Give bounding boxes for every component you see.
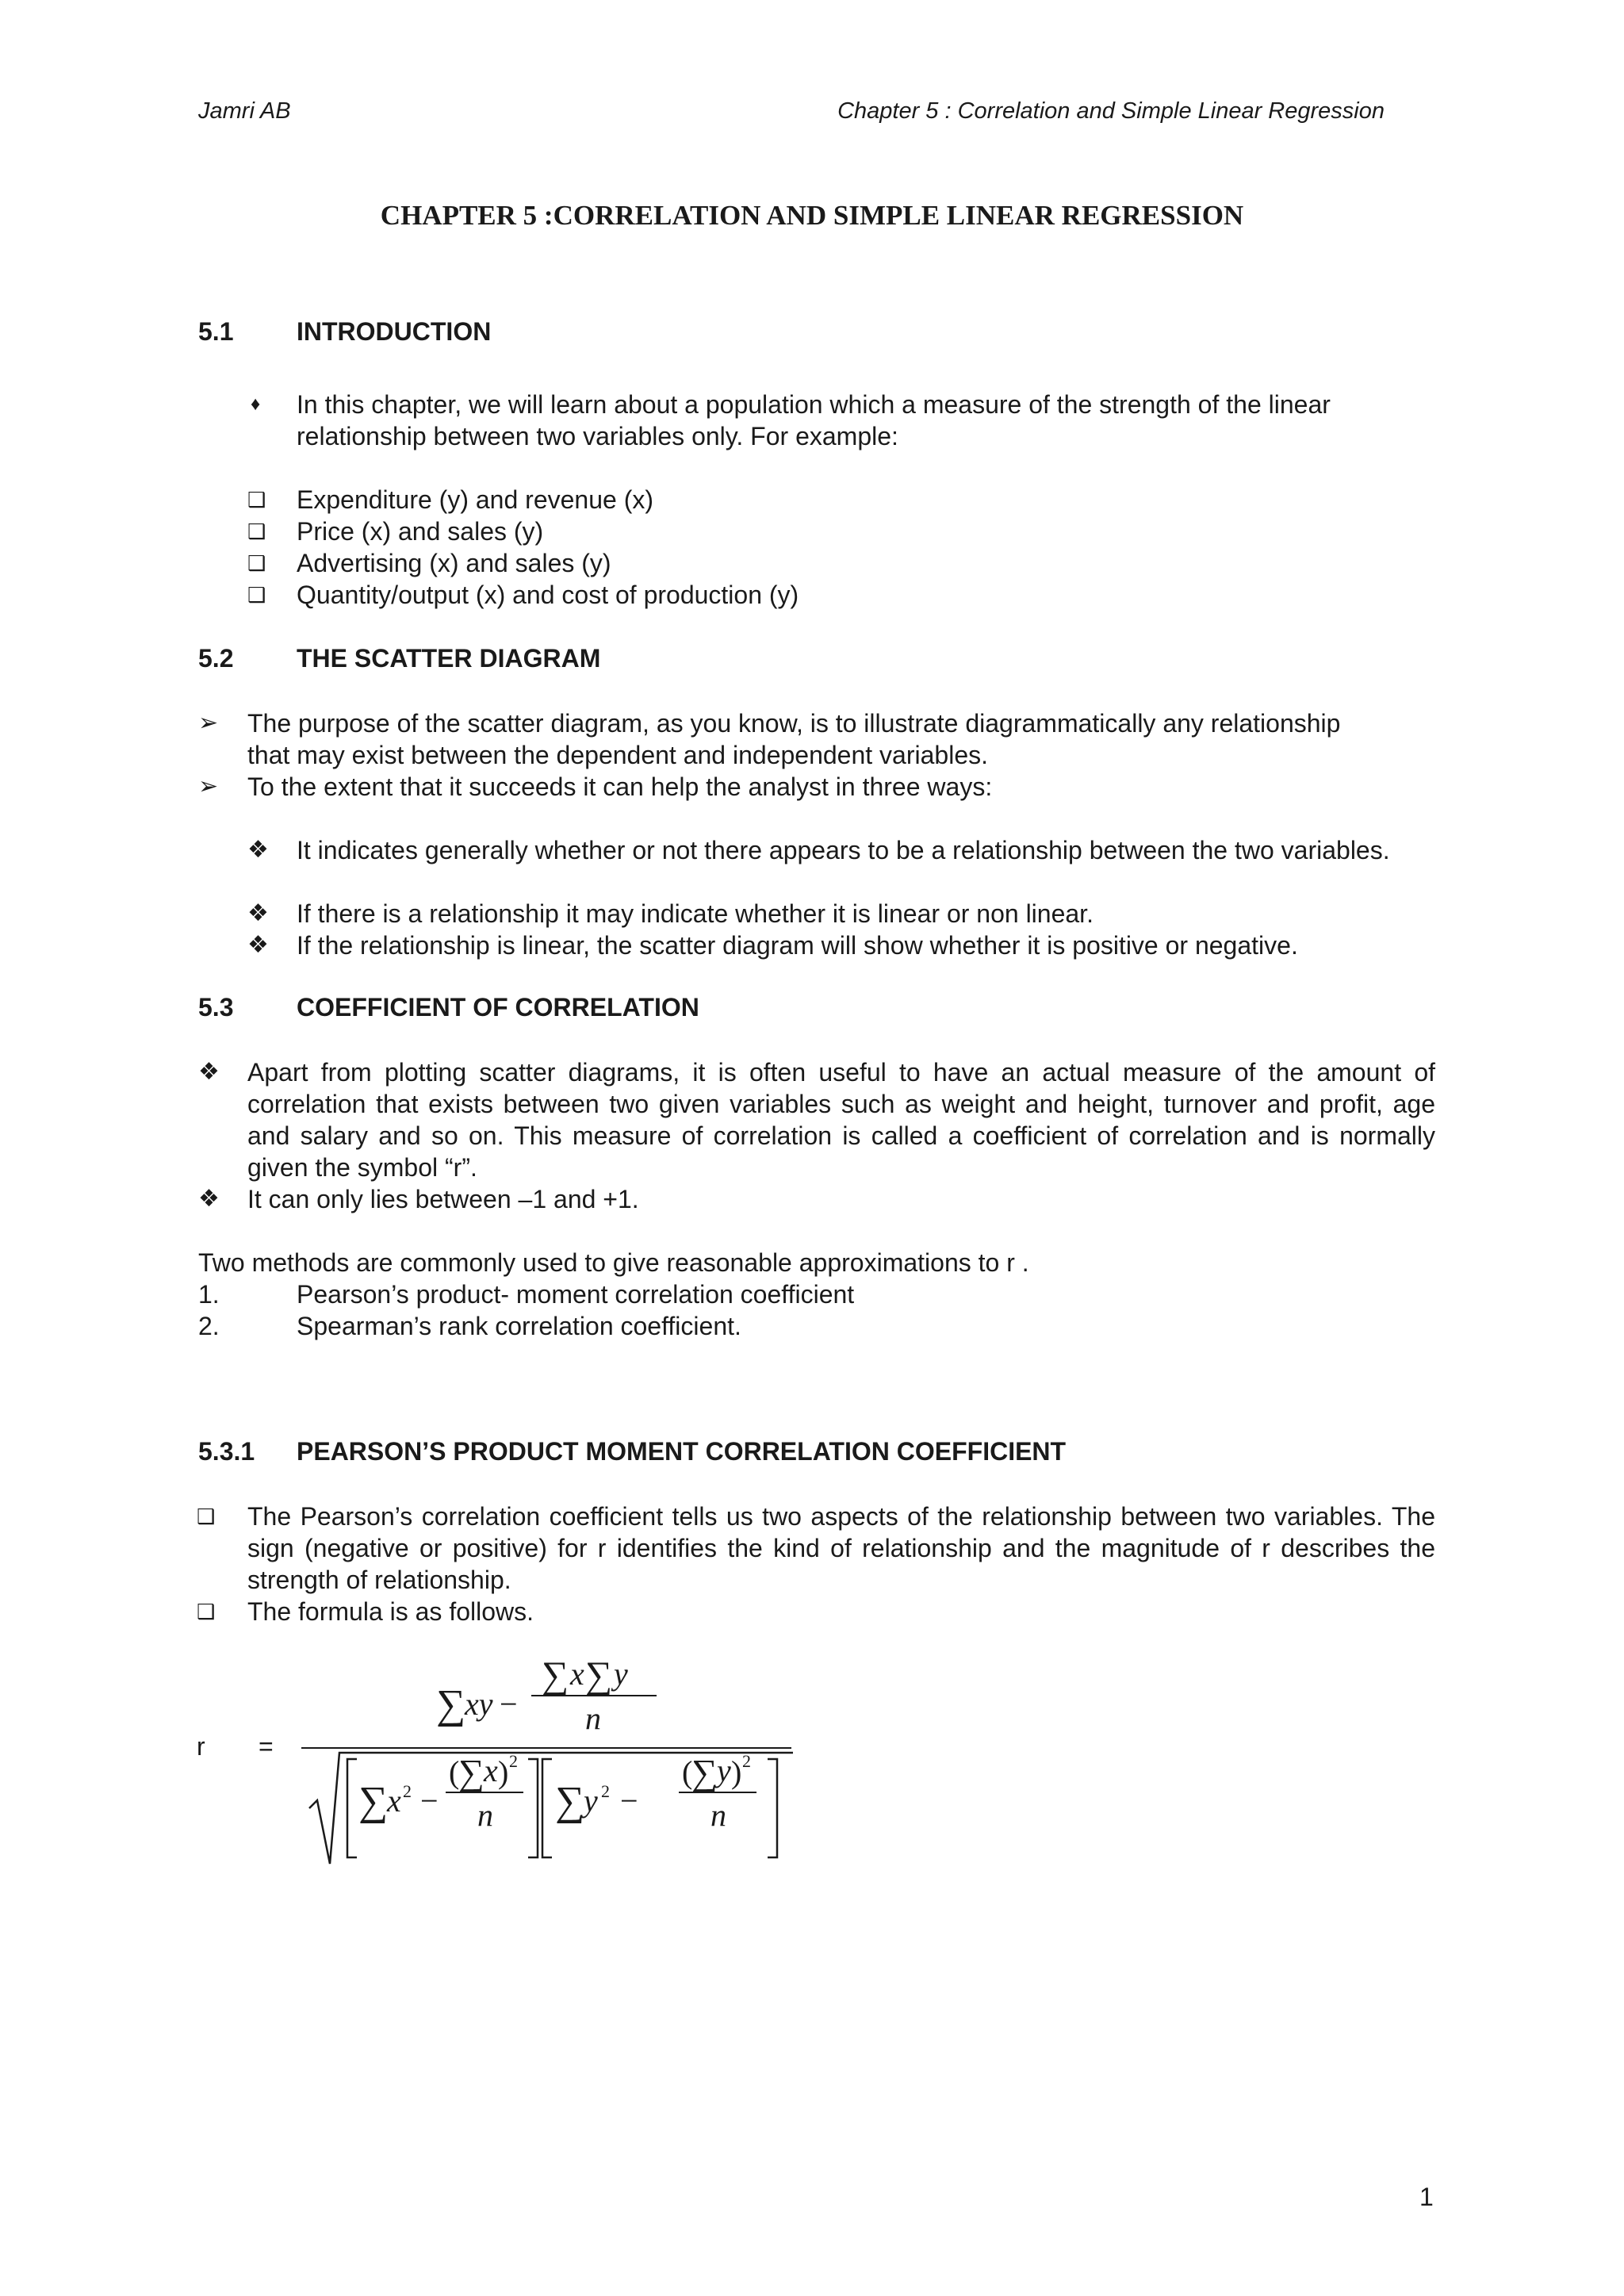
section-5-2-number: 5.2 [198,644,234,673]
minus-sign: − [500,1686,518,1722]
method-2-text: Spearman’s rank correlation coefficient. [297,1312,741,1340]
formula-equals: = [259,1732,274,1761]
variable-n: n [477,1797,493,1833]
checkbox-bullet-icon: ❑ [247,488,266,512]
methods-intro: Two methods are commonly used to give reasonable approximations to r . [198,1248,1029,1277]
variable-y: y [717,1753,731,1788]
variable-x: x [570,1656,584,1692]
left-bracket [347,1759,357,1857]
section-5-1-number: 5.1 [198,317,234,346]
correlation-range: It can only lies between –1 and +1. [247,1185,639,1213]
arrow-bullet-icon: ➢ [198,710,219,736]
formula-intro: The formula is as follows. [247,1597,534,1626]
right-bracket [528,1759,538,1857]
sum-symbol: ∑ [542,1654,569,1696]
checkbox-bullet-icon: ❑ [197,1504,216,1528]
scatter-point-1-line-1: The purpose of the scatter diagram, as you know, is to illustrate diagrammatically any relationship [247,709,1341,738]
variable-x: x [484,1753,498,1788]
exponent-2: 2 [601,1781,610,1801]
list-item: Expenditure (y) and revenue (x) [297,485,653,514]
intro-text-line-2: relationship between two variables only. For example: [297,422,898,450]
diamond-cross-bullet-icon: ❖ [247,837,269,863]
list-item: Price (x) and sales (y) [297,517,544,546]
variable-n: n [710,1797,726,1833]
exponent-2: 2 [742,1751,751,1771]
diamond-bullet-icon: ♦ [251,393,261,415]
correlation-paragraph: Apart from plotting scatter diagrams, it is often useful to have an actual measure of the amount of correlation that exists between two given variables such as weight and height, turnover and profit, age and salary and so on. This measure of correlation is called a coefficient of correlation and is normally given the symbol “r”. [247,1058,1435,1182]
numerator-xy: xy [465,1686,493,1722]
paren-close: ) [731,1754,742,1790]
header-author: Jamri AB [198,98,291,124]
right-bracket [768,1759,777,1857]
section-5-3-1-title: PEARSON’S PRODUCT MOMENT CORRELATION COEFFICIENT [297,1437,1067,1466]
method-1-number: 1. [198,1280,220,1309]
variable-n: n [585,1700,601,1736]
list-item: If the relationship is linear, the scatter diagram will show whether it is positive or negative. [297,931,1298,960]
variable-y: y [614,1656,628,1692]
paren-open: ( [682,1754,693,1790]
minus-sign: − [620,1783,638,1819]
diamond-cross-bullet-icon: ❖ [198,1186,220,1212]
method-1-text: Pearson’s product- moment correlation coefficient [297,1280,855,1309]
scatter-point-1-line-2: that may exist between the dependent and independent variables. [247,741,988,769]
pearson-formula [293,1642,801,1880]
arrow-bullet-icon: ➢ [198,773,219,799]
section-5-1-title: INTRODUCTION [297,317,492,346]
page-number: 1 [1419,2183,1434,2211]
section-5-3-number: 5.3 [198,993,234,1022]
checkbox-bullet-icon: ❑ [247,583,266,607]
list-item: It indicates generally whether or not there appears to be a relationship between the two variables. [297,836,1390,864]
formula-lhs: r [197,1732,205,1761]
checkbox-bullet-icon: ❑ [247,519,266,543]
diamond-cross-bullet-icon: ❖ [247,932,269,958]
diamond-cross-bullet-icon: ❖ [198,1059,220,1085]
sum-symbol: ∑ [436,1682,466,1727]
intro-text-line-1: In this chapter, we will learn about a population which a measure of the strength of the linear [297,390,1331,419]
list-item: Quantity/output (x) and cost of production (y) [297,581,799,609]
sum-symbol: ∑ [555,1779,585,1824]
minus-sign: − [420,1783,439,1819]
sum-symbol: ∑ [358,1779,389,1824]
section-5-3-1-number: 5.3.1 [198,1437,255,1466]
list-item: If there is a relationship it may indicate whether it is linear or non linear. [297,899,1094,928]
exponent-2: 2 [403,1781,412,1801]
paren-open: ( [449,1754,460,1790]
pearson-paragraph: The Pearson’s correlation coefficient tells us two aspects of the relationship between two variables. The sign (negative or positive) for r identifies the kind of relationship and the magnitude of r describes the strength of relationship. [247,1502,1435,1594]
paren-close: ) [498,1754,509,1790]
section-5-2-title: THE SCATTER DIAGRAM [297,644,601,673]
sum-symbol: ∑ [585,1654,613,1696]
left-bracket [542,1759,552,1857]
diamond-cross-bullet-icon: ❖ [247,900,269,926]
checkbox-bullet-icon: ❑ [247,551,266,575]
list-item: Advertising (x) and sales (y) [297,549,611,577]
page-title: CHAPTER 5 :CORRELATION AND SIMPLE LINEAR REGRESSION [380,200,1244,231]
section-5-3-title: COEFFICIENT OF CORRELATION [297,993,699,1022]
exponent-2: 2 [509,1751,518,1771]
sum-symbol: ∑ [458,1752,485,1792]
scatter-point-2: To the extent that it succeeds it can help the analyst in three ways: [247,772,993,801]
variable-x: x [387,1783,401,1819]
header-chapter: Chapter 5 : Correlation and Simple Linear Regression [837,98,1385,124]
checkbox-bullet-icon: ❑ [197,1600,216,1623]
variable-y: y [584,1783,598,1819]
method-2-number: 2. [198,1312,220,1340]
sum-symbol: ∑ [691,1752,718,1792]
